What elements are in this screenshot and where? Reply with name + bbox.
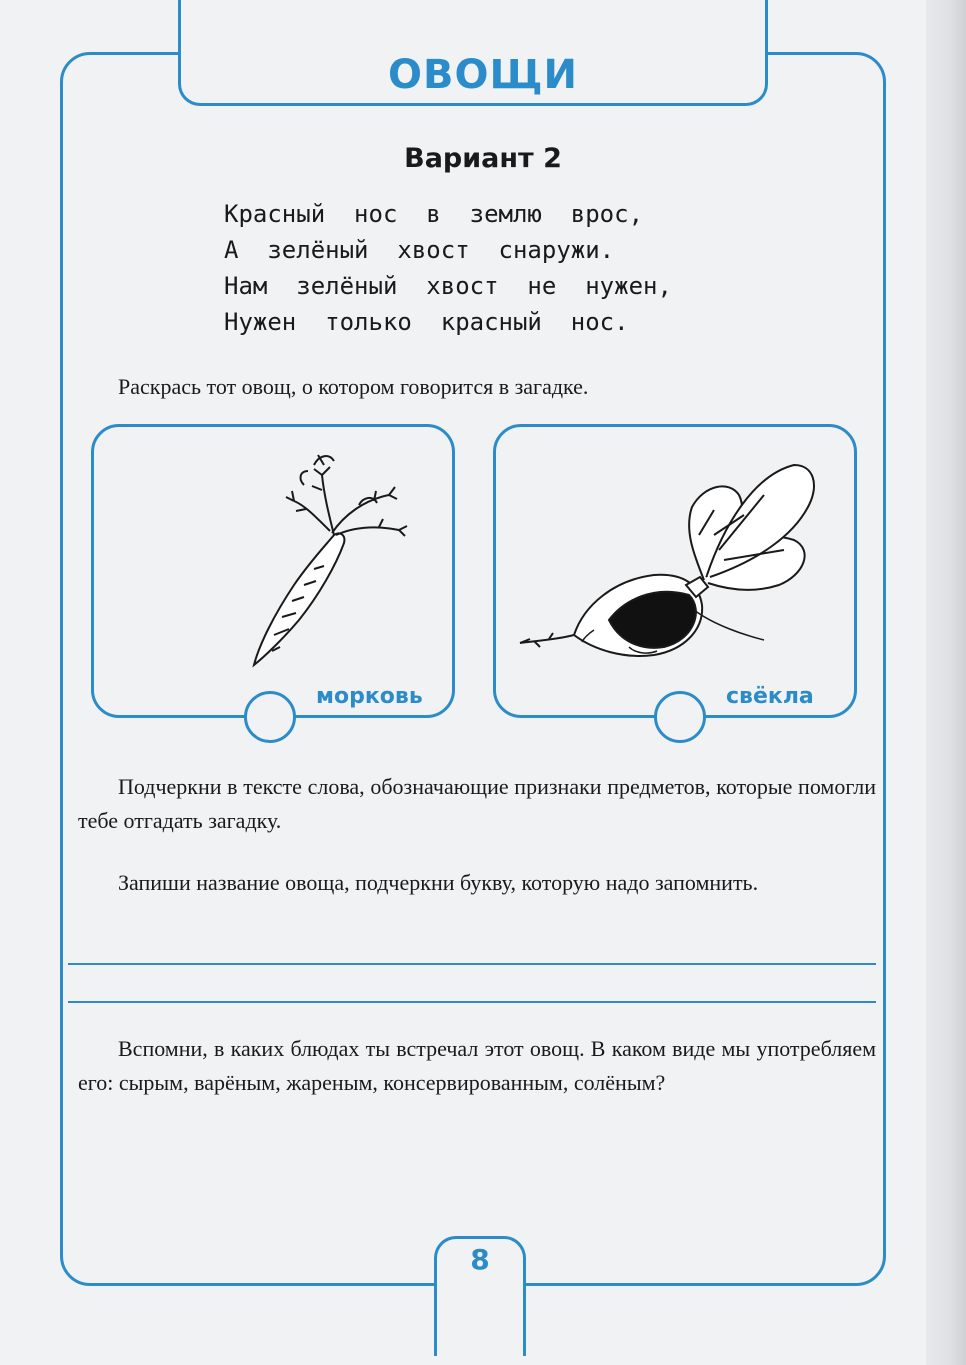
beet-drawing-icon bbox=[514, 435, 854, 675]
underline-task bbox=[78, 770, 876, 838]
color-task-text: Раскрась тот овощ, о котором говорится в загадке. bbox=[118, 374, 589, 399]
recall-task-text: Вспомни, в каких блюдах ты встречал этот овощ. В каком виде мы употребляем его: сырым, варёным, жареным, консервированным, солёным? bbox=[78, 1036, 876, 1095]
beet-card[interactable] bbox=[493, 424, 857, 718]
carrot-label: морковь bbox=[312, 684, 427, 709]
write-task bbox=[78, 866, 876, 900]
riddle-line: Красный нос в землю врос, bbox=[224, 200, 644, 228]
page-title: ОВОЩИ bbox=[388, 52, 578, 98]
carrot-card[interactable] bbox=[91, 424, 455, 718]
answer-line[interactable] bbox=[68, 1001, 876, 1003]
carrot-badge bbox=[244, 691, 296, 743]
riddle-line: Нам зелёный хвост не нужен, bbox=[224, 272, 672, 300]
underline-task-text: Подчеркни в тексте слова, обозначающие признаки предметов, которые помогли тебе отгадать загадку. bbox=[78, 774, 876, 833]
variant-heading: Вариант 2 bbox=[404, 143, 562, 174]
color-task bbox=[78, 370, 876, 404]
carrot-drawing-icon bbox=[164, 435, 424, 675]
write-task-text: Запиши название овоща, подчеркни букву, которую надо запомнить. bbox=[118, 870, 759, 895]
answer-line[interactable] bbox=[68, 963, 876, 965]
riddle-poem bbox=[224, 196, 672, 340]
page-edge bbox=[926, 0, 966, 1365]
beet-badge bbox=[654, 691, 706, 743]
recall-task bbox=[78, 1032, 876, 1100]
riddle-line: А зелёный хвост снаружи. bbox=[224, 236, 615, 264]
beet-label: свёкла bbox=[722, 684, 818, 709]
riddle-line: Нужен только красный нос. bbox=[224, 308, 629, 336]
page-number: 8 bbox=[470, 1243, 490, 1276]
